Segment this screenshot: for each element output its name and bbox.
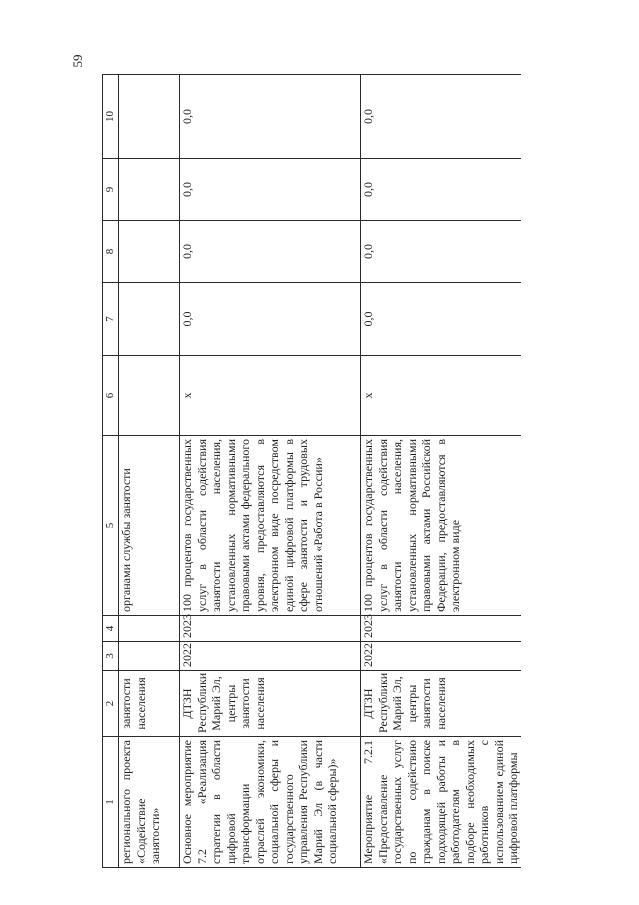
activity-name-cell: Мероприятие 7.2.1 «Предоставление государственных услуг по содействию гражданам в поиске подходящей работы и работодателям в подборе необходимых работников с использованием единой цифровой платформы [361,737,521,868]
end-year-cell: 2023 [180,616,361,642]
activity-name-cell: регионального проекта «Содействие занятости» [119,737,180,868]
value-cell: 0,0 [361,75,521,159]
value-cell: 0,0 [180,75,361,159]
col-header-6: 6 [103,356,119,436]
header-row [103,75,119,868]
col-header-3: 3 [103,642,119,671]
value-cell: 0,0 [361,221,521,283]
col-header-2: 2 [103,671,119,737]
value-cell: 0,0 [180,221,361,283]
value-cell [119,159,180,221]
col-header-10: 10 [103,75,119,159]
value-cell [119,283,180,356]
value-cell [119,75,180,159]
start-year-cell [119,642,180,671]
indicator-cell: x [180,356,361,436]
result-cell: органами службы занятости [119,436,180,616]
table-row [361,75,521,868]
table-row [180,75,361,868]
value-cell: 0,0 [361,159,521,221]
program-table [102,74,521,868]
rotated-table-container [102,75,520,868]
start-year-cell: 2022 [180,642,361,671]
col-header-9: 9 [103,159,119,221]
col-header-1: 1 [103,737,119,868]
result-cell: 100 процентов государственных услуг в области содействия занятости населения, установленных нормативными правовыми актами федерального уровня, предоставляются в электронном виде посредством единой цифровой платформы в сфере занятости и трудовых отношений «Работа в России» [180,436,361,616]
page-number: 59 [70,54,85,68]
col-header-4: 4 [103,616,119,642]
executor-cell: занятости населения [119,671,180,737]
end-year-cell [119,616,180,642]
end-year-cell: 2023 [361,616,521,642]
executor-cell: ДТЗН Республики Марий Эл, центры занятости населения [361,671,521,737]
col-header-5: 5 [103,436,119,616]
value-cell: 0,0 [361,283,521,356]
activity-name-cell: Основное мероприятие 7.2 «Реализация стратегии в области цифровой трансформации отраслей экономики, социальной сферы и государственного управления Республики Марий Эл (в части социальной сферы)» [180,737,361,868]
col-header-7: 7 [103,283,119,356]
col-header-8: 8 [103,221,119,283]
indicator-cell: x [361,356,521,436]
start-year-cell: 2022 [361,642,521,671]
executor-cell: ДТЗН Республики Марий Эл, центры занятости населения [180,671,361,737]
value-cell [119,221,180,283]
indicator-cell [119,356,180,436]
value-cell: 0,0 [180,283,361,356]
value-cell: 0,0 [180,159,361,221]
table-row [119,75,180,868]
result-cell: 100 процентов государственных услуг в области содействия занятости населения, установленных нормативными правовыми актами Российской Федерации, предоставляются в электронном виде [361,436,521,616]
